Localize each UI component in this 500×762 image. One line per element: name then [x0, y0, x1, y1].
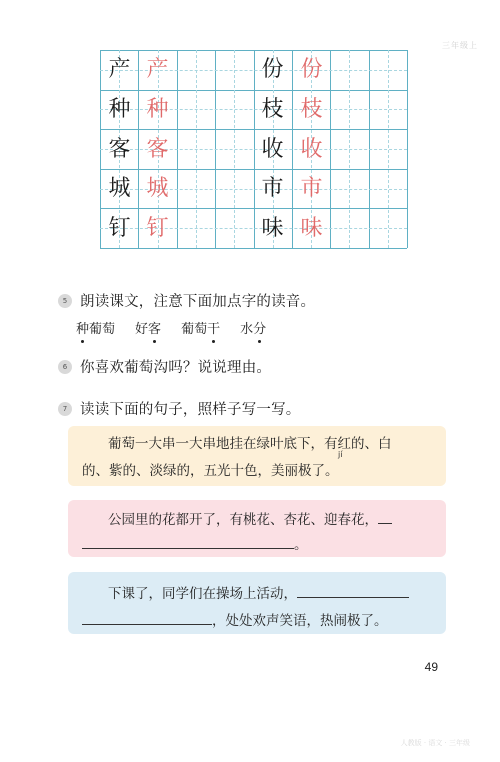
grid-hline	[100, 248, 407, 249]
model-character: 收	[261, 137, 284, 162]
exercise-5	[58, 290, 315, 311]
answer-blank[interactable]	[82, 534, 294, 549]
word-item	[135, 318, 161, 337]
word-item	[181, 318, 220, 337]
practice-sentence-box-2	[68, 572, 446, 634]
answer-blank[interactable]	[378, 509, 392, 524]
exercise-instruction: 读读下面的句子，照样子写一写。	[80, 402, 301, 418]
word-rest: 葡萄	[89, 322, 116, 337]
model-character: 产	[108, 57, 131, 82]
trace-character: 枝	[300, 97, 323, 122]
dotted-char: 客	[148, 318, 161, 337]
practice-line	[108, 582, 409, 602]
dotted-char: 干	[207, 318, 220, 337]
dotted-char: 分	[253, 318, 266, 337]
word-item	[76, 318, 115, 337]
practice-line	[82, 533, 308, 553]
word-rest: 水	[240, 322, 254, 337]
practice-line	[108, 508, 392, 528]
trace-character: 城	[146, 176, 169, 201]
trace-character: 市	[300, 176, 323, 201]
trace-character: 收	[300, 137, 323, 162]
grid-vline	[407, 50, 408, 248]
word-item	[240, 318, 266, 337]
exercise-instruction: 你喜欢葡萄沟吗？说说理由。	[80, 360, 272, 376]
model-character: 城	[108, 176, 131, 201]
practice-text: 下课了，同学们在操场上活动，	[108, 586, 297, 602]
exercise-number-icon: 6	[58, 360, 72, 374]
exercise-number-icon: 5	[58, 294, 72, 308]
exercise-6	[58, 356, 271, 377]
trace-character: 份	[300, 57, 323, 82]
exercise-7	[58, 398, 301, 419]
trace-character: 钉	[146, 216, 169, 241]
practice-sentence-box-1	[68, 500, 446, 557]
model-character: 市	[261, 176, 284, 201]
example-line-2: 的、紫的、淡绿的，五光十色，美丽极了。	[82, 463, 339, 479]
answer-blank[interactable]	[82, 610, 212, 625]
practice-line	[82, 609, 388, 629]
model-character: 份	[261, 57, 284, 82]
trace-character: 客	[146, 137, 169, 162]
exercise-number-icon: 7	[58, 402, 72, 416]
word-rest: 葡萄	[181, 322, 208, 337]
model-character: 种	[108, 97, 131, 122]
corner-watermark: 三年级上	[442, 41, 478, 50]
model-character: 客	[108, 137, 131, 162]
dotted-char: 种	[76, 318, 89, 337]
example-line-1: 葡萄一大串一大串地挂在绿叶底下，有红的、白	[108, 436, 392, 452]
page-number: 49	[424, 660, 438, 674]
pinyin-annotation: jí	[338, 450, 343, 459]
trace-character: 味	[300, 216, 323, 241]
answer-blank[interactable]	[297, 583, 409, 598]
character-writing-grid	[100, 50, 407, 248]
example-sentence-box	[68, 426, 446, 486]
model-character: 枝	[261, 97, 284, 122]
model-character: 钉	[108, 216, 131, 241]
practice-text: 。	[294, 537, 308, 553]
model-character: 味	[261, 216, 284, 241]
practice-text: ，处处欢声笑语，热闹极了。	[212, 613, 388, 629]
trace-character: 产	[146, 57, 169, 82]
exercise-instruction: 朗读课文，注意下面加点字的读音。	[80, 294, 316, 310]
dotted-word-list	[76, 318, 266, 337]
practice-text: 公园里的花都开了，有桃花、杏花、迎春花，	[108, 512, 378, 528]
word-rest: 好	[135, 322, 149, 337]
trace-character: 种	[146, 97, 169, 122]
grid-hline	[100, 129, 407, 130]
footer-watermark: 人教版 · 语文 · 三年级	[400, 739, 470, 747]
grid-hline	[100, 208, 407, 209]
